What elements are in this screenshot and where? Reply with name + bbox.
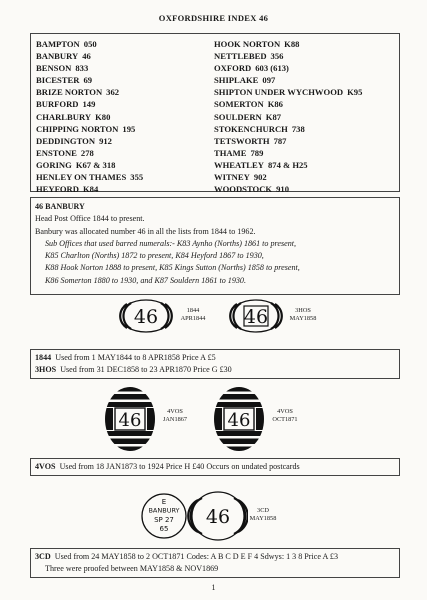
index-town: ENSTONE (36, 147, 77, 158)
usage-code: 3HOS (35, 365, 57, 374)
banbury-description-box (30, 197, 400, 295)
index-town: HENLEY ON THAMES (36, 172, 127, 183)
cds-year: 65 (159, 525, 169, 533)
index-entry (36, 62, 143, 74)
section-heading: 46 BANBURY (35, 202, 85, 211)
index-number: K67 & 318 (75, 159, 116, 170)
index-town: SOULDERN (214, 111, 262, 122)
stamp-code: 1844 (186, 307, 200, 314)
cds-date: SP 27 (154, 516, 174, 524)
index-number: 912 (99, 135, 112, 146)
index-town: GORING (36, 159, 72, 170)
index-number: 355 (130, 172, 144, 183)
index-entry (214, 38, 362, 50)
stamp-date: MAY1858 (289, 315, 317, 322)
index-entry (36, 135, 143, 147)
index-number: 278 (80, 147, 94, 158)
index-town: THAME (214, 147, 247, 158)
index-number: 789 (250, 147, 264, 158)
index-town: CHARLBURY (36, 111, 92, 122)
index-town: BENSON (36, 63, 72, 74)
index-town: WITNEY (214, 172, 250, 183)
index-entry (36, 171, 143, 183)
index-entry (214, 62, 362, 74)
usage-code: 1844 (35, 353, 52, 362)
index-number: 362 (106, 87, 120, 98)
usage-row (35, 352, 397, 364)
stamp-date: JAN1867 (162, 416, 188, 423)
index-number: K95 (347, 87, 363, 98)
index-entry (214, 123, 362, 135)
stamp-caption-4vos-b (268, 408, 302, 424)
usage-text: Used from 18 JAN1873 to 1924 Price H £40 Occurs on undated postcards (59, 462, 300, 471)
index-entry (214, 74, 362, 86)
usage-row (35, 563, 397, 575)
index-number: K88 (284, 39, 300, 49)
postmark-3hos-stamp (228, 298, 284, 334)
index-town: BAMPTON (36, 39, 80, 49)
index-entry (214, 147, 362, 159)
index-town: CHIPPING NORTON (36, 123, 119, 134)
index-town: WHEATLEY (214, 159, 264, 170)
index-number: K87 (265, 111, 282, 122)
usage-text: Three were proofed between MAY1858 & NOV1869 (45, 564, 219, 573)
cds-index-letter: E (161, 498, 167, 506)
usage-row (35, 364, 397, 376)
index-right-column (214, 38, 362, 195)
index-entry (36, 38, 143, 50)
index-entry (214, 183, 362, 195)
index-town: BICESTER (36, 75, 80, 86)
index-entry (214, 159, 362, 171)
postmark-4vos-stamp-jan1867 (104, 386, 156, 452)
cds-town: BANBURY (148, 506, 180, 515)
index-town: BRIZE NORTON (36, 87, 103, 98)
stamp-caption-4vos-a (158, 408, 192, 424)
stamp-code: 3HOS (295, 307, 311, 314)
description-line: Head Post Office 1844 to present. (35, 214, 145, 224)
usage-row (35, 461, 397, 473)
stamp-date: OCT1871 (272, 416, 298, 423)
usage-text: Used from 31 DEC1858 to 23 APR1870 Price G £30 (60, 365, 232, 374)
postmark-1844-stamp (118, 298, 174, 334)
index-town: NETTLEBED (214, 51, 267, 62)
index-town: BANBURY (36, 51, 79, 62)
index-town: HOOK NORTON (214, 39, 281, 49)
index-town: OXFORD (214, 63, 252, 74)
index-number: 69 (83, 75, 93, 86)
index-entry (214, 50, 362, 62)
index-entry (36, 74, 143, 86)
index-number: 833 (75, 63, 89, 74)
index-entry (36, 123, 143, 135)
postmark-3cd-duplex-stamp (138, 490, 248, 544)
usage-box-4vos (30, 458, 400, 476)
stamp-numeral: 46 (118, 410, 142, 431)
index-entry (36, 98, 143, 110)
index-town: SHIPLAKE (214, 75, 259, 86)
stamp-numeral: 46 (243, 306, 269, 328)
index-number: K84 (82, 184, 99, 195)
usage-box-1844-3hos (30, 349, 400, 379)
postmark-4vos-stamp-oct1871 (213, 386, 265, 452)
index-town: HEYFORD (36, 184, 79, 195)
sub-office-line: K85 Charlton (Norths) 1872 to present, K84 Heyford 1867 to 1930, (45, 251, 264, 261)
index-entry (36, 86, 143, 98)
index-entry (36, 159, 143, 171)
stamp-code: 4VOS (277, 408, 293, 415)
page-number: 1 (211, 583, 216, 592)
index-number: 603 (613) (255, 63, 289, 74)
index-town: SHIPTON UNDER WYCHWOOD (214, 87, 344, 98)
stamp-caption-1844 (176, 307, 210, 323)
stamp-caption-3hos (286, 307, 320, 323)
stamp-date: MAY1858 (249, 515, 277, 522)
index-town: DEDDINGTON (36, 135, 96, 146)
index-town: BURFORD (36, 99, 79, 110)
index-entry (214, 135, 362, 147)
index-number: 195 (122, 123, 136, 134)
sub-office-line: K88 Hook Norton 1888 to present, K85 Kings Sutton (Norths) 1858 to present, (45, 263, 300, 273)
index-entry (36, 183, 143, 195)
index-number: 46 (82, 51, 91, 62)
index-box (30, 33, 400, 195)
stamp-caption-3cd (246, 507, 280, 523)
index-number: 149 (82, 99, 96, 110)
page-title: OXFORDSHIRE INDEX 46 (158, 13, 269, 23)
stamp-code: 4VOS (167, 408, 183, 415)
stamp-date: APR1844 (180, 315, 206, 322)
index-entry (214, 171, 362, 183)
index-number: 787 (273, 135, 287, 146)
usage-code: 3CD (35, 552, 51, 561)
usage-row (35, 551, 397, 563)
index-entry (36, 111, 143, 123)
index-entry (214, 111, 362, 123)
index-number: 356 (270, 51, 284, 62)
index-number: 910 (276, 184, 289, 195)
index-number: K86 (267, 99, 283, 110)
index-town: TETSWORTH (214, 135, 270, 146)
index-number: 097 (262, 75, 276, 86)
stamp-code: 3CD (257, 507, 269, 514)
index-town: STOKENCHURCH (214, 123, 288, 134)
index-number: K80 (95, 111, 111, 122)
stamp-numeral: 46 (205, 506, 231, 528)
usage-box-3cd (30, 548, 400, 578)
index-entry (36, 147, 143, 159)
usage-text: Used from 1 MAY1844 to 8 APR1858 Price A £5 (55, 353, 216, 362)
index-number: 902 (253, 172, 267, 183)
index-town: WOODSTOCK (214, 184, 273, 195)
usage-code: 4VOS (35, 462, 56, 471)
sub-office-line: Sub Offices that used barred numerals:- K83 Aynho (Norths) 1861 to present, (45, 238, 297, 248)
index-entry (214, 86, 362, 98)
index-number: 738 (291, 123, 305, 134)
stamp-numeral: 46 (133, 306, 159, 328)
index-entry (214, 98, 362, 110)
index-number: 050 (83, 39, 97, 49)
index-town: SOMERTON (214, 99, 264, 110)
index-left-column (36, 38, 143, 195)
index-entry (36, 50, 143, 62)
stamp-numeral: 46 (227, 410, 251, 431)
usage-text: Used from 24 MAY1858 to 2 OCT1871 Codes: A B C D E F 4 Sdwys: 1 3 8 Price A £3 (54, 552, 339, 561)
description-line: Banbury was allocated number 46 in all the lists from 1844 to 1962. (35, 226, 256, 236)
sub-office-line: K86 Somerton 1880 to 1930, and K87 Souldern 1861 to 1930. (45, 275, 246, 285)
index-number: 874 & H25 (267, 159, 308, 170)
